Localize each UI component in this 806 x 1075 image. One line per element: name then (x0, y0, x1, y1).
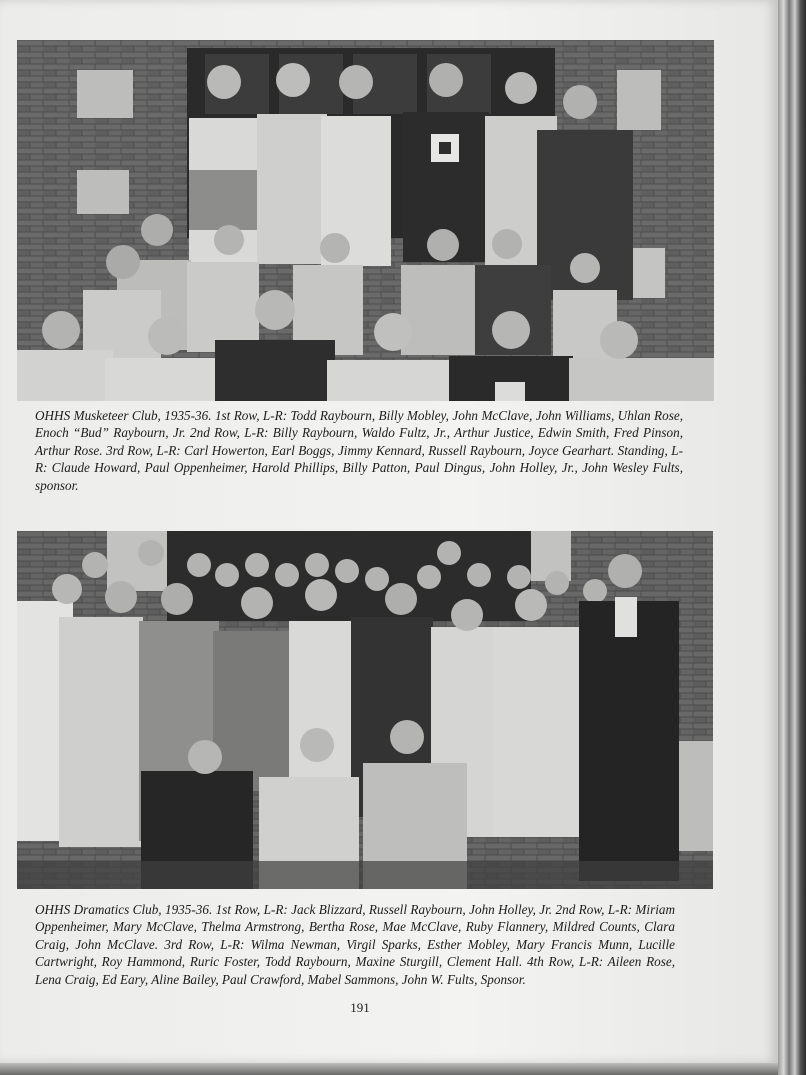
dramatics-photo-art (17, 531, 713, 889)
dramatics-club-caption: OHHS Dramatics Club, 1935-36. 1st Row, L-R: Jack Blizzard, Russell Raybourn, John Holley, Jr. 2nd Row, L-R: Miriam Oppenheimer, Mary McClave, Thelma Armstrong, Bertha Rose, Mae McClave, Ruby Flannery, Mildred Counts, Clara Craig, John McClave. 3rd Row, L-R: Wilma Newman, Virgil Sparks, Esther Mobley, Mary Francis Munn, Lucille Cartwright, Roy Hammond, Ruric Foster, Todd Raybourn, Maxine Sturgill, Clement Hall. 4th Row, L-R: Aileen Rose, Lena Craig, Ed Eary, Aline Bailey, Paul Crawford, Mabel Sammons, John W. Fults, Sponsor. (35, 902, 675, 987)
musketeer-photo-art (17, 40, 714, 401)
dramatics-club-photo (17, 531, 713, 889)
page-number: 191 (350, 1000, 370, 1015)
musketeer-club-caption: OHHS Musketeer Club, 1935-36. 1st Row, L-R: Todd Raybourn, Billy Mobley, John McClave, John Williams, Uhlan Rose, Enoch “Bud” Raybourn, Jr. 2nd Row, L-R: Billy Raybourn, Waldo Fultz, Jr., Arthur Justice, Edwin Smith, Fred Pinson, Arthur Rose. 3rd Row, L-R: Carl Howerton, Earl Boggs, Jimmy Kennard, Russell Raybourn, Joyce Gearhart. Standing, L-R: Claude Howard, Paul Oppenheimer, Harold Phillips, Billy Patton, Paul Dingus, John Holley, Jr., John Wesley Fults, sponsor. (35, 408, 683, 493)
page-bottom-shadow (0, 1063, 778, 1075)
musketeer-club-photo (17, 40, 714, 401)
book-spine-edge (778, 0, 806, 1075)
